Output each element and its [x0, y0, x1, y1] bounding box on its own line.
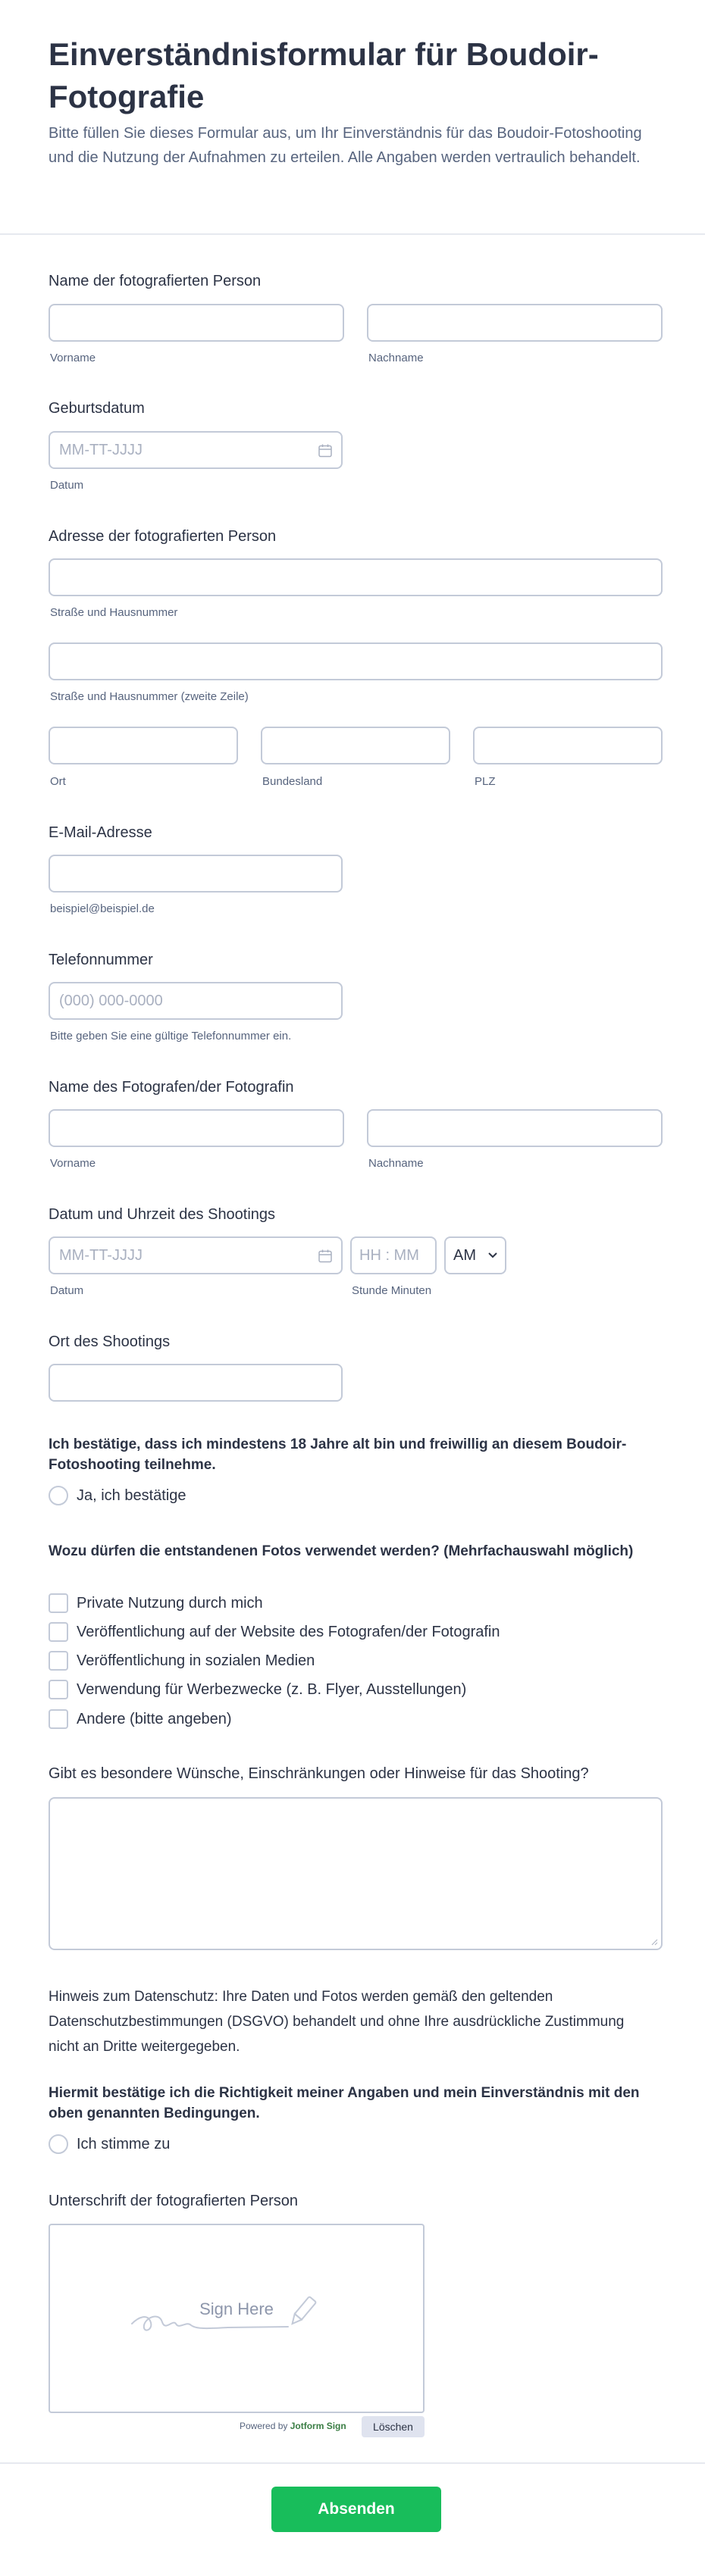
- ampm-select[interactable]: [444, 1236, 506, 1274]
- form-title: Einverständnisformular für Boudoir-Fotografie: [49, 36, 599, 114]
- age-confirm-radio[interactable]: [49, 1486, 68, 1505]
- photographer-last-name-input[interactable]: [367, 1109, 663, 1147]
- phone-input[interactable]: [49, 982, 343, 1020]
- footer-divider: [0, 2462, 705, 2464]
- form-subtitle: Bitte füllen Sie dieses Formular aus, um Ihr Einverständnis für das Boudoir-Fotoshooting und die Nutzung der Aufnahmen zu erteilen. Alle Angaben werden vertraulich behandelt.: [49, 125, 642, 166]
- shoot-date-input[interactable]: [49, 1236, 343, 1274]
- city-input[interactable]: [49, 727, 238, 764]
- resize-handle-icon[interactable]: [650, 1938, 658, 1946]
- final-confirm-radio[interactable]: [49, 2134, 68, 2154]
- age-confirm-option-label: Ja, ich bestätige: [77, 1487, 186, 1504]
- photographer-label: Name des Fotografen/der Fotografin: [49, 1079, 294, 1096]
- street2-sublabel: Straße und Hausnummer (zweite Zeile): [50, 690, 249, 703]
- powered-by-text: [240, 2421, 346, 2431]
- privacy-text: Hinweis zum Datenschutz: Ihre Daten und Fotos werden gemäß den geltenden Datenschutzbestimmungen (DSGVO) behandelt und ohne Ihre ausdrückliche Zustimmung nicht an Dritte weitergegeben.: [49, 1989, 625, 2055]
- street-sublabel: Straße und Hausnummer: [50, 606, 178, 619]
- person-last-name-input[interactable]: [367, 304, 663, 342]
- signature-placeholder: Sign Here: [199, 2299, 274, 2318]
- phone-label: Telefonnummer: [49, 952, 153, 968]
- birthdate-sublabel: Datum: [50, 479, 84, 492]
- usage-option-label: Veröffentlichung in sozialen Medien: [77, 1652, 315, 1669]
- location-label: Ort des Shootings: [49, 1333, 171, 1350]
- submit-button[interactable]: Absenden: [271, 2487, 441, 2532]
- phone-placeholder: (000) 000-0000: [59, 993, 163, 1009]
- zip-input[interactable]: [473, 727, 663, 764]
- city-sublabel: Ort: [50, 775, 66, 788]
- wishes-textarea[interactable]: [49, 1797, 663, 1950]
- state-input[interactable]: [261, 727, 450, 764]
- state-sublabel: Bundesland: [262, 775, 323, 788]
- calendar-icon[interactable]: [318, 1249, 332, 1263]
- email-input[interactable]: [49, 855, 343, 893]
- person-name-label: Name der fotografierten Person: [49, 273, 262, 289]
- person-first-name-sublabel: Vorname: [50, 352, 96, 364]
- phone-sublabel: Bitte geben Sie eine gültige Telefonnummer ein.: [50, 1030, 292, 1043]
- shoot-time-input[interactable]: [350, 1236, 437, 1274]
- usage-checkbox[interactable]: [49, 1709, 68, 1729]
- usage-label: Wozu dürfen die entstandenen Fotos verwendet werden? (Mehrfachauswahl möglich): [49, 1543, 634, 1559]
- person-last-name-sublabel: Nachname: [368, 352, 424, 364]
- photographer-first-name-sublabel: Vorname: [50, 1157, 96, 1170]
- usage-option-label: Andere (bitte angeben): [77, 1711, 232, 1727]
- signature-label: Unterschrift der fotografierten Person: [49, 2193, 299, 2209]
- shoot-date-sublabel: Datum: [50, 1284, 84, 1297]
- usage-checkbox[interactable]: [49, 1622, 68, 1642]
- usage-option-label: Verwendung für Werbezwecke (z. B. Flyer, Ausstellungen): [77, 1681, 467, 1698]
- street2-input[interactable]: [49, 642, 663, 680]
- person-first-name-input[interactable]: [49, 304, 344, 342]
- jotform-sign-brand: Jotform Sign: [290, 2421, 346, 2431]
- birthdate-label: Geburtsdatum: [49, 400, 145, 417]
- usage-checkbox[interactable]: [49, 1651, 68, 1671]
- header-divider: [0, 233, 705, 235]
- address-label: Adresse der fotografierten Person: [49, 528, 277, 545]
- signature-pad[interactable]: [49, 2224, 425, 2413]
- calendar-icon[interactable]: [318, 444, 332, 458]
- street-input[interactable]: [49, 558, 663, 596]
- usage-option-label: Private Nutzung durch mich: [77, 1595, 263, 1612]
- final-confirm-label: Hiermit bestätige ich die Richtigkeit meiner Angaben und mein Einverständnis mit den oben genannten Bedingungen.: [49, 2085, 640, 2121]
- birthdate-placeholder: MM-TT-JJJJ: [59, 442, 143, 458]
- zip-sublabel: PLZ: [475, 775, 496, 788]
- email-sublabel: beispiel@beispiel.de: [50, 902, 155, 915]
- birthdate-input[interactable]: [49, 431, 343, 469]
- photographer-first-name-input[interactable]: [49, 1109, 344, 1147]
- clear-signature-button[interactable]: Löschen: [362, 2416, 425, 2437]
- final-confirm-option-label: Ich stimme zu: [77, 2136, 171, 2152]
- shoot-datetime-label: Datum und Uhrzeit des Shootings: [49, 1206, 276, 1223]
- photographer-last-name-sublabel: Nachname: [368, 1157, 424, 1170]
- usage-checkbox[interactable]: [49, 1680, 68, 1699]
- shoot-time-sublabel: Stunde Minuten: [352, 1284, 432, 1297]
- chevron-down-icon: [488, 1252, 497, 1259]
- usage-option-label: Veröffentlichung auf der Website des Fotografen/der Fotografin: [77, 1624, 500, 1640]
- age-confirm-label: Ich bestätige, dass ich mindestens 18 Jahre alt bin und freiwillig an diesem Boudoir-Fotoshooting teilnehme.: [49, 1436, 627, 1473]
- email-label: E-Mail-Adresse: [49, 824, 152, 841]
- ampm-value: AM: [453, 1247, 476, 1264]
- powered-by-label: Powered by: [240, 2421, 288, 2431]
- wishes-label: Gibt es besondere Wünsche, Einschränkungen oder Hinweise für das Shooting?: [49, 1765, 589, 1782]
- shoot-time-placeholder: HH : MM: [359, 1247, 419, 1264]
- usage-checkbox[interactable]: [49, 1593, 68, 1613]
- shoot-date-placeholder: MM-TT-JJJJ: [59, 1247, 143, 1264]
- location-input[interactable]: [49, 1364, 343, 1402]
